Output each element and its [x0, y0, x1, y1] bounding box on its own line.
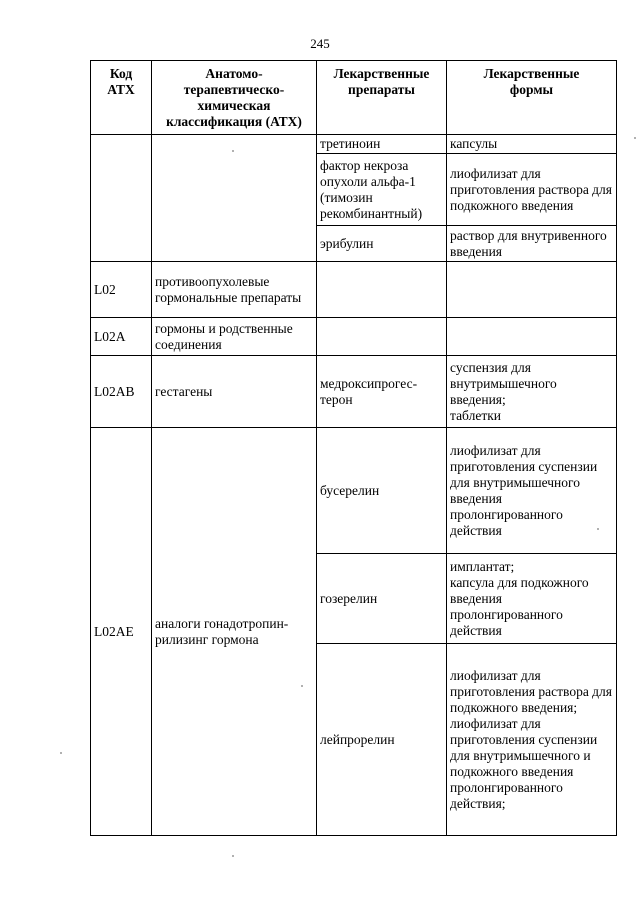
header-forms: Лекарственные формы: [447, 61, 617, 135]
classification-cell: противоопухолевые гормональные препараты: [152, 262, 317, 318]
table-row: [91, 428, 617, 554]
scan-speck: [597, 528, 599, 530]
drug-cell: [317, 262, 447, 318]
atx-table: [90, 60, 617, 836]
scan-speck: [301, 685, 303, 687]
code-cell: [91, 135, 152, 262]
classification-cell: [152, 135, 317, 262]
form-cell: [447, 262, 617, 318]
form-cell: лиофилизат для приготовления суспензии для внутримышечного введения пролонгированного действия: [447, 428, 617, 554]
drug-cell: медроксипрогес-терон: [317, 356, 447, 428]
drug-cell: третиноин: [317, 135, 447, 154]
classification-cell: гормоны и родственные соединения: [152, 318, 317, 356]
form-cell: [447, 318, 617, 356]
header-code: Код ATX: [91, 61, 152, 135]
header-classification: Анатомо- терапевтическо- химическая классификация (АТХ): [152, 61, 317, 135]
scan-speck: [60, 752, 62, 754]
scan-speck: [634, 137, 636, 139]
code-cell: L02A: [91, 318, 152, 356]
classification-cell: гестагены: [152, 356, 317, 428]
code-cell: L02AB: [91, 356, 152, 428]
form-cell: суспензия для внутримышечного введения; таблетки: [447, 356, 617, 428]
drug-cell: гозерелин: [317, 554, 447, 644]
code-cell: L02: [91, 262, 152, 318]
form-cell: раствор для внутривенного введения: [447, 226, 617, 262]
scan-speck: [232, 150, 234, 152]
drug-cell: эрибулин: [317, 226, 447, 262]
header-drugs: Лекарственные препараты: [317, 61, 447, 135]
table-header-row: [91, 61, 617, 135]
drug-cell: лейпрорелин: [317, 644, 447, 836]
scan-speck: [232, 855, 234, 857]
form-cell: имплантат; капсула для подкожного введения пролонгированного действия: [447, 554, 617, 644]
table-row: [91, 262, 617, 318]
form-cell: лиофилизат для приготовления раствора для подкожного введения: [447, 154, 617, 226]
drug-cell: бусерелин: [317, 428, 447, 554]
form-cell: лиофилизат для приготовления раствора для подкожного введения; лиофилизат для приготовления суспензии для внутримышечного и подкожного введения пролонгированного действия;: [447, 644, 617, 836]
drug-cell: фактор некроза опухоли альфа-1 (тимозин рекомбинантный): [317, 154, 447, 226]
table-row: [91, 135, 617, 154]
drug-cell: [317, 318, 447, 356]
table-row: [91, 318, 617, 356]
page-number: 245: [310, 36, 330, 51]
classification-cell: аналоги гонадотропин-рилизинг гормона: [152, 428, 317, 836]
code-cell: L02AE: [91, 428, 152, 836]
table-row: [91, 356, 617, 428]
form-cell: капсулы: [447, 135, 617, 154]
